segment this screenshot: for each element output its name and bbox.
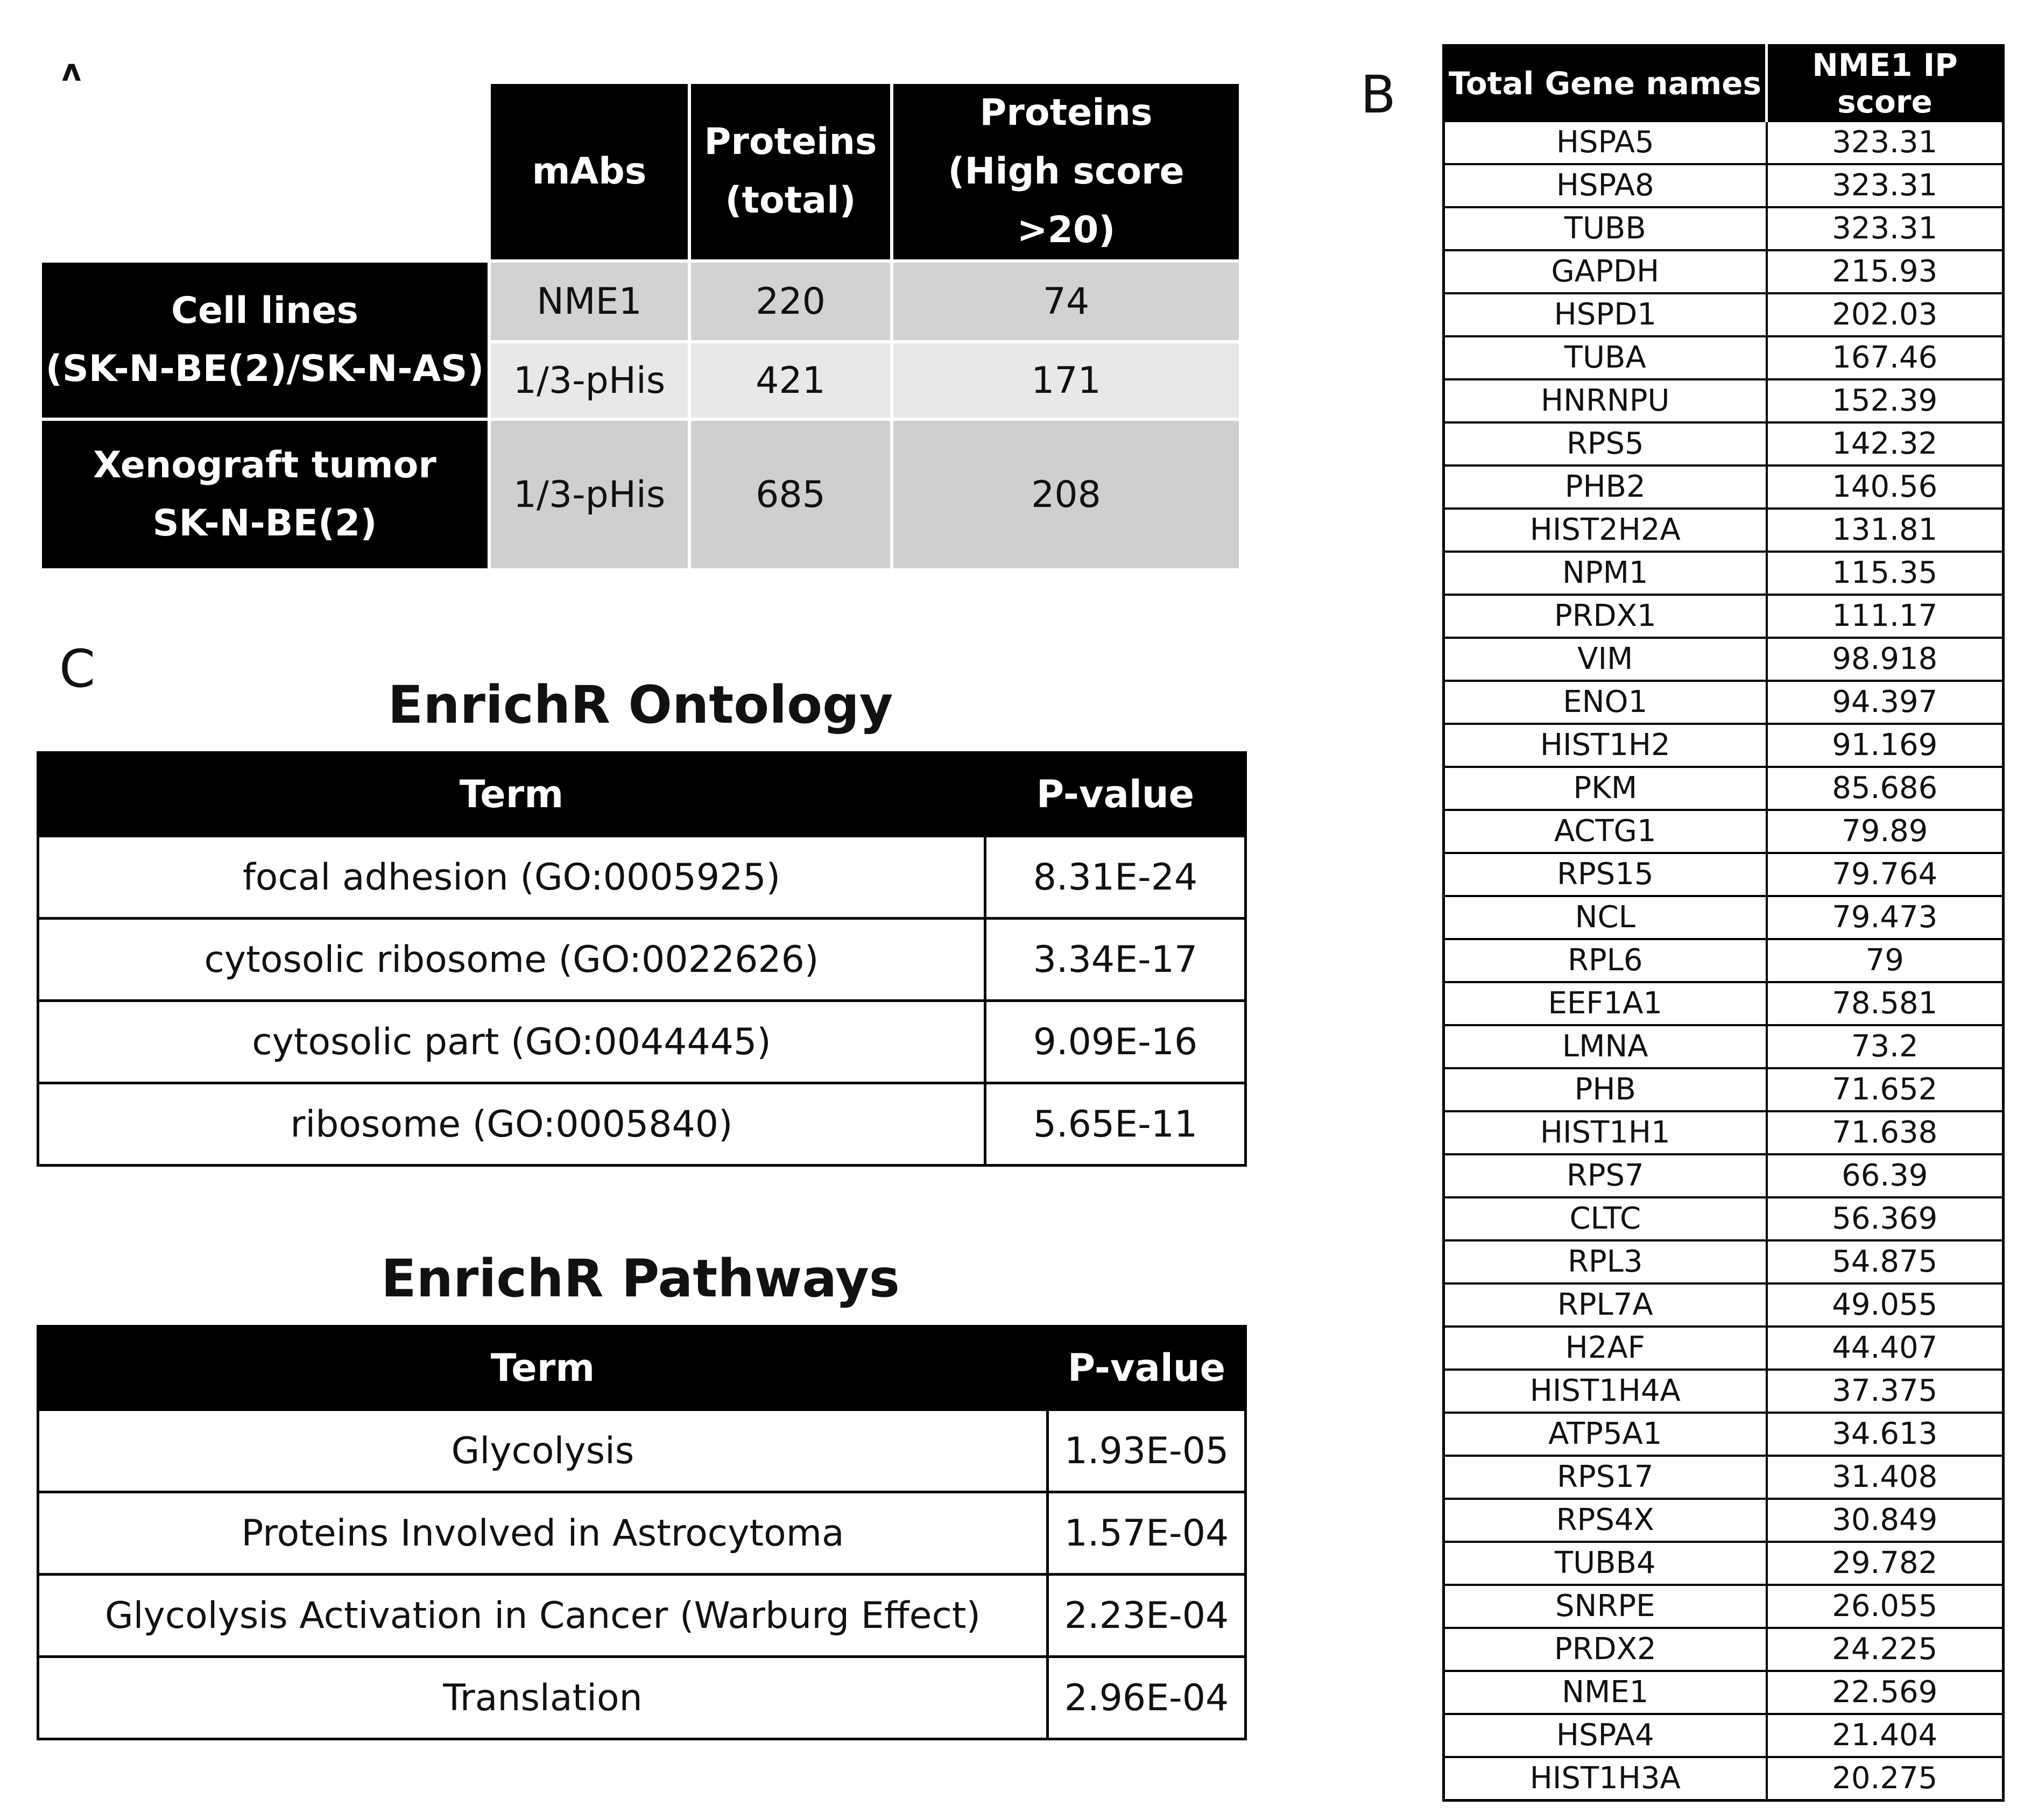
- ip-score: 37.375: [1767, 1370, 2004, 1413]
- ip-score: 323.31: [1767, 121, 2004, 164]
- header-proteins-high-line1: Proteins: [979, 91, 1153, 134]
- ip-score: 115.35: [1767, 552, 2004, 595]
- ip-score-table: [1442, 44, 2005, 1802]
- ip-score: 79.473: [1767, 896, 2004, 939]
- ip-score: 71.638: [1767, 1111, 2004, 1154]
- table-row: [1444, 336, 2004, 379]
- ip-score: 142.32: [1767, 422, 2004, 465]
- gene-name: GAPDH: [1444, 250, 1767, 293]
- gene-name: ATP5A1: [1444, 1413, 1767, 1456]
- table-row: [1444, 939, 2004, 982]
- table-row: [1444, 465, 2004, 509]
- row2-mabs: 1/3-pHis: [488, 340, 688, 418]
- gene-name: HIST1H1: [1444, 1111, 1767, 1154]
- panel-b-label: B: [1360, 65, 1396, 125]
- ip-score: 34.613: [1767, 1413, 2004, 1456]
- gene-name: LMNA: [1444, 1025, 1767, 1068]
- ip-score: 44.407: [1767, 1327, 2004, 1370]
- gene-name: EEF1A1: [1444, 982, 1767, 1025]
- table-row: [38, 1001, 1246, 1083]
- table-row: [1444, 552, 2004, 595]
- ontology-term: cytosolic part (GO:0044445): [38, 1001, 985, 1083]
- ontology-term: cytosolic ribosome (GO:0022626): [38, 919, 985, 1001]
- table-row: [38, 1492, 1246, 1575]
- ontology-term: ribosome (GO:0005840): [38, 1083, 985, 1166]
- ip-score: 54.875: [1767, 1240, 2004, 1283]
- table-row: [38, 1657, 1246, 1739]
- ontology-pvalue: 3.34E-17: [985, 919, 1246, 1001]
- pathways-header-term: Term: [38, 1327, 1048, 1410]
- gene-name: ENO1: [1444, 681, 1767, 724]
- pathways-header-pvalue: P-value: [1048, 1327, 1246, 1410]
- gene-name: PHB2: [1444, 465, 1767, 509]
- gene-name: RPS17: [1444, 1456, 1767, 1499]
- ontology-pvalue: 8.31E-24: [985, 836, 1246, 919]
- row2-total: 421: [688, 340, 890, 418]
- header-proteins-total-line2: (total): [725, 179, 856, 222]
- header-mabs-label: mAbs: [532, 150, 647, 193]
- ontology-pvalue: 9.09E-16: [985, 1001, 1246, 1083]
- table-row: [1444, 164, 2004, 207]
- gene-name: HSPA5: [1444, 121, 1767, 164]
- gene-name: CLTC: [1444, 1197, 1767, 1240]
- gene-name: ACTG1: [1444, 810, 1767, 853]
- pathways-title: EnrichR Pathways: [381, 1248, 900, 1309]
- ip-score: 22.569: [1767, 1671, 2004, 1714]
- ip-score: 323.31: [1767, 164, 2004, 207]
- pathway-term: Translation: [38, 1657, 1048, 1739]
- table-row: [1444, 1068, 2004, 1111]
- ip-score: 71.652: [1767, 1068, 2004, 1111]
- gene-name: HIST1H4A: [1444, 1370, 1767, 1413]
- gene-name: RPL7A: [1444, 1283, 1767, 1327]
- ip-score: 49.055: [1767, 1283, 2004, 1327]
- ip-score: 111.17: [1767, 595, 2004, 638]
- ip-score: 78.581: [1767, 982, 2004, 1025]
- ip-score: 31.408: [1767, 1456, 2004, 1499]
- group-xenograft-line2: SK-N-BE(2): [152, 502, 377, 545]
- table-row: [1444, 1628, 2004, 1671]
- panel-c-label: C: [59, 639, 96, 699]
- pathway-pvalue: 2.23E-04: [1048, 1575, 1246, 1657]
- header-proteins-total-line1: Proteins: [704, 121, 877, 164]
- gene-name: HIST1H3A: [1444, 1757, 1767, 1801]
- protein-count-table: [39, 81, 1239, 568]
- ip-score: 29.782: [1767, 1542, 2004, 1585]
- table-row: [1444, 1197, 2004, 1240]
- gene-name: PRDX2: [1444, 1628, 1767, 1671]
- gene-name: TUBA: [1444, 336, 1767, 379]
- group-xenograft-line1: Xenograft tumor: [93, 443, 436, 486]
- ip-score: 26.055: [1767, 1585, 2004, 1628]
- table-row: [1444, 595, 2004, 638]
- ontology-header-pvalue: P-value: [985, 753, 1246, 836]
- row3-high: 208: [890, 418, 1239, 568]
- table-row: [1444, 896, 2004, 939]
- ip-score: 79.89: [1767, 810, 2004, 853]
- gene-name: SNRPE: [1444, 1585, 1767, 1628]
- gene-name: RPS4X: [1444, 1499, 1767, 1542]
- table-row: [1444, 724, 2004, 767]
- table-row: [1444, 250, 2004, 293]
- ip-score: 20.275: [1767, 1757, 2004, 1801]
- ip-score: 24.225: [1767, 1628, 2004, 1671]
- gene-name: TUBB4: [1444, 1542, 1767, 1585]
- pathway-term: Glycolysis Activation in Cancer (Warburg Effect): [38, 1575, 1048, 1657]
- gene-name: NCL: [1444, 896, 1767, 939]
- table-row: [1444, 853, 2004, 896]
- table-row: [1444, 681, 2004, 724]
- table-row: [1444, 1111, 2004, 1154]
- group-cell-lines-line2: (SK-N-BE(2)/SK-N-AS): [45, 348, 484, 391]
- ontology-term: focal adhesion (GO:0005925): [38, 836, 985, 919]
- header-proteins-high-line2: (High score >20): [948, 150, 1184, 251]
- ip-score: 85.686: [1767, 767, 2004, 810]
- row1-mabs: NME1: [488, 259, 688, 340]
- ip-score: 140.56: [1767, 465, 2004, 509]
- table-row: [38, 1575, 1246, 1657]
- table-row: [1444, 1370, 2004, 1413]
- pathway-term: Proteins Involved in Astrocytoma: [38, 1492, 1048, 1575]
- gene-name: HSPA4: [1444, 1714, 1767, 1757]
- gene-name: HSPD1: [1444, 293, 1767, 336]
- table-row: [1444, 1542, 2004, 1585]
- ip-score: 79.764: [1767, 853, 2004, 896]
- ip-score: 152.39: [1767, 379, 2004, 422]
- table-row: [38, 1410, 1246, 1492]
- ip-score: 73.2: [1767, 1025, 2004, 1068]
- gene-name: NPM1: [1444, 552, 1767, 595]
- table-row: [1444, 638, 2004, 681]
- table-row: [1444, 1585, 2004, 1628]
- table-row: [38, 919, 1246, 1001]
- table-row: [1444, 422, 2004, 465]
- table-row: [1444, 1283, 2004, 1327]
- table-row: [1444, 1025, 2004, 1068]
- gene-name: NME1: [1444, 1671, 1767, 1714]
- ontology-title: EnrichR Ontology: [387, 675, 893, 735]
- gene-name: RPL3: [1444, 1240, 1767, 1283]
- gene-name: PHB: [1444, 1068, 1767, 1111]
- table-row: [1444, 121, 2004, 164]
- gene-name: VIM: [1444, 638, 1767, 681]
- gene-name: RPS7: [1444, 1154, 1767, 1197]
- table-row: [1444, 810, 2004, 853]
- table-row: [1444, 1499, 2004, 1542]
- group-xenograft: [39, 418, 488, 568]
- row1-high: 74: [890, 259, 1239, 340]
- header-ip-score: NME1 IP score: [1767, 46, 2004, 122]
- group-cell-lines: [39, 259, 488, 418]
- pathways-table: [37, 1325, 1247, 1740]
- table-row: [1444, 1240, 2004, 1283]
- pathway-pvalue: 2.96E-04: [1048, 1657, 1246, 1739]
- pathway-pvalue: 1.57E-04: [1048, 1492, 1246, 1575]
- ip-score: 202.03: [1767, 293, 2004, 336]
- row3-total: 685: [688, 418, 890, 568]
- table-row: [1444, 1456, 2004, 1499]
- ip-score: 91.169: [1767, 724, 2004, 767]
- ip-score: 21.404: [1767, 1714, 2004, 1757]
- ip-score: 94.397: [1767, 681, 2004, 724]
- gene-name: HIST2H2A: [1444, 509, 1767, 552]
- ip-score: 56.369: [1767, 1197, 2004, 1240]
- table-row: [1444, 982, 2004, 1025]
- table-row: [1444, 1671, 2004, 1714]
- blank-corner: [39, 81, 488, 259]
- table-row: [1444, 1714, 2004, 1757]
- table-row: [1444, 293, 2004, 336]
- gene-name: RPL6: [1444, 939, 1767, 982]
- row3-mabs: 1/3-pHis: [488, 418, 688, 568]
- gene-name: HSPA8: [1444, 164, 1767, 207]
- ip-score: 30.849: [1767, 1499, 2004, 1542]
- table-row: [38, 836, 1246, 919]
- pathway-pvalue: 1.93E-05: [1048, 1410, 1246, 1492]
- ip-score: 167.46: [1767, 336, 2004, 379]
- gene-name: PKM: [1444, 767, 1767, 810]
- table-row: [1444, 379, 2004, 422]
- table-row: [1444, 1413, 2004, 1456]
- ontology-table: [37, 751, 1247, 1167]
- gene-name: HNRNPU: [1444, 379, 1767, 422]
- table-row: [1444, 1154, 2004, 1197]
- ontology-pvalue: 5.65E-11: [985, 1083, 1246, 1166]
- header-proteins-high: [890, 81, 1239, 259]
- table-row: [1444, 767, 2004, 810]
- ip-score: 131.81: [1767, 509, 2004, 552]
- header-mabs: [488, 81, 688, 259]
- ontology-header-term: Term: [38, 753, 985, 836]
- ip-score: 215.93: [1767, 250, 2004, 293]
- pathway-term: Glycolysis: [38, 1410, 1048, 1492]
- table-row: [1444, 509, 2004, 552]
- ip-score: 98.918: [1767, 638, 2004, 681]
- header-gene-names: Total Gene names: [1444, 46, 1767, 122]
- ip-score: 323.31: [1767, 207, 2004, 250]
- gene-name: RPS15: [1444, 853, 1767, 896]
- group-cell-lines-line1: Cell lines: [171, 289, 358, 332]
- table-row: [38, 1083, 1246, 1166]
- ip-score: 79: [1767, 939, 2004, 982]
- gene-name: H2AF: [1444, 1327, 1767, 1370]
- table-row: [1444, 207, 2004, 250]
- row2-high: 171: [890, 340, 1239, 418]
- header-proteins-total: [688, 81, 890, 259]
- gene-name: RPS5: [1444, 422, 1767, 465]
- gene-name: HIST1H2: [1444, 724, 1767, 767]
- table-row: [1444, 1757, 2004, 1801]
- gene-name: PRDX1: [1444, 595, 1767, 638]
- ip-score: 66.39: [1767, 1154, 2004, 1197]
- row1-total: 220: [688, 259, 890, 340]
- gene-name: TUBB: [1444, 207, 1767, 250]
- table-row: [1444, 1327, 2004, 1370]
